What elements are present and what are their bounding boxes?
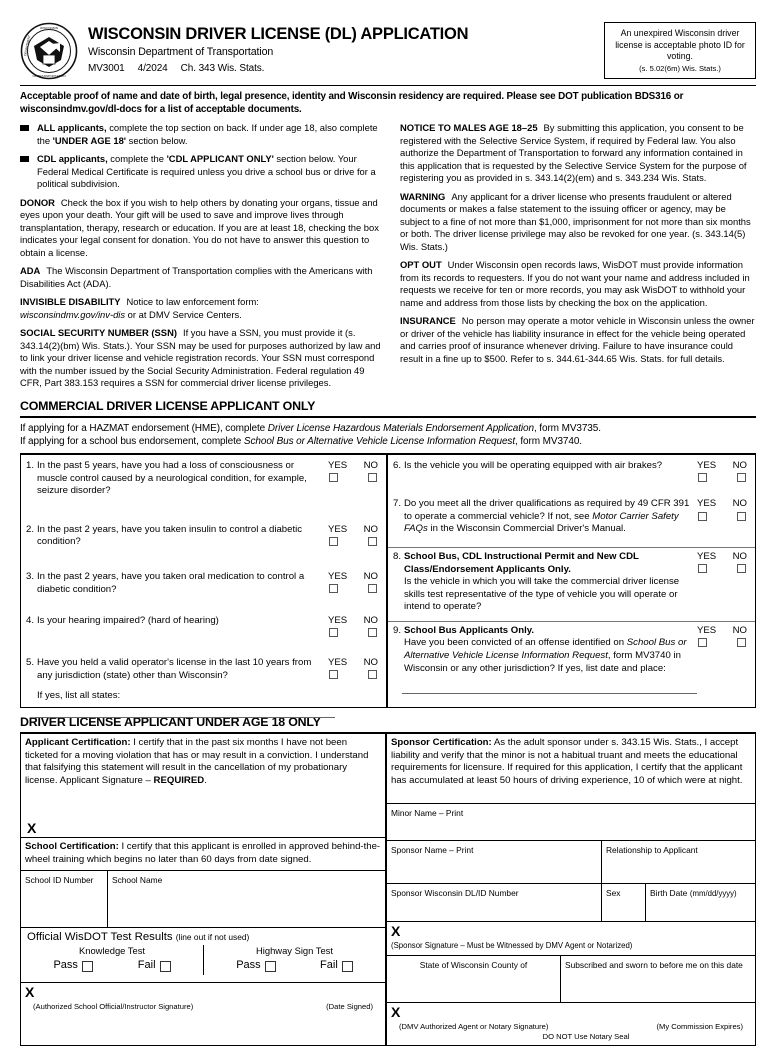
- test-results-title-row: [21, 930, 385, 944]
- birth-date-field[interactable]: [646, 884, 755, 921]
- checkbox-no[interactable]: [368, 584, 377, 593]
- birth-date-label: Birth Date: [650, 887, 688, 898]
- paragraph-warning: [400, 191, 756, 254]
- yes-label: YES: [697, 551, 717, 563]
- checkbox-sign-fail[interactable]: [342, 961, 353, 972]
- cdl-question-8: [388, 548, 755, 614]
- question-text: In the past 2 years, have you taken oral medication to control a diabetic condition?: [37, 571, 305, 595]
- bullet-text: complete the: [107, 153, 167, 165]
- applicant-certification-cell: Applicant Certification: I certify that in the past six months I have not been ticketed for a moving violation that has or may result in a conviction. I understand that falsifying this statement will result in the cancellation of my probationary license. Applicant Signature – REQUIRED. X: [21, 734, 385, 838]
- question-number: 9.: [393, 624, 402, 636]
- birth-date-format: (mm/dd/yyyy): [689, 888, 737, 898]
- pass-label: Pass: [236, 959, 261, 972]
- header-divider: [20, 85, 756, 86]
- question-number: 7.: [393, 498, 402, 510]
- question-followup: If yes, list all states:: [37, 690, 121, 702]
- form-revision: 4/2024: [137, 62, 168, 74]
- checkbox-knowledge-pass[interactable]: [82, 961, 93, 972]
- question-tail: in the Wisconsin Commercial Driver's Manual.: [427, 523, 626, 535]
- question-number: 4.: [26, 615, 35, 627]
- paragraph-lead: WARNING: [400, 190, 446, 202]
- question-text: In the past 5 years, have you had a loss of consciousness or muscle control caused by a neurological condition, for example, seizure disorder?: [37, 460, 307, 497]
- cdl-endorsement-notes: [20, 422, 756, 450]
- yes-no-group: [694, 498, 750, 536]
- section-heading-cdl: COMMERCIAL DRIVER LICENSE APPLICANT ONLY: [20, 399, 756, 418]
- yes-no-group: [325, 615, 381, 637]
- school-id-label: School ID Number: [25, 874, 94, 885]
- question-number: 6.: [393, 460, 402, 472]
- paragraph-text: If you have a SSN, you must provide it (s. 343.14(2)(bm) Wis. Stats.). Your SSN may be used for purposes authorized by law and to link your driver license and vehicle registration records. Your SSN must correspond with the number issued by the Social Security Administration. Federal regulation 49 CFR, Part 383.153 requires a SSN for commercial driver license privileges.: [20, 327, 381, 389]
- paragraph-text: No person may operate a motor vehicle in Wisconsin unless the owner or driver of the vehicle has liability insurance in effect for the vehicle being operated and carries proof of insurance whenever driving. Failure to have insurance could result in a fine up to $500. Refer to s. 344.61-344.65 Wis. Stats. for full details.: [400, 315, 755, 364]
- school-id-field[interactable]: [21, 871, 108, 927]
- bullet-square-icon: [20, 125, 29, 131]
- paragraph-lead: ADA: [20, 265, 41, 277]
- checkbox-yes[interactable]: [329, 537, 338, 546]
- yes-label: YES: [328, 571, 348, 582]
- fail-label: Fail: [137, 959, 156, 972]
- sign-pass[interactable]: [236, 959, 275, 973]
- checkbox-yes[interactable]: [329, 584, 338, 593]
- question-text: Is the vehicle you will be operating equipped with air brakes?: [404, 460, 663, 472]
- school-official-signature-x[interactable]: X: [25, 983, 35, 1000]
- paragraph-text: Check the box if you wish to help others by donating your organs, tissue and eyes upon your death. Your gift will be used to save and improve lives through transplantation, therapy, research or education. If you are at least 18, checking the box indicates your legal consent for donation. You do not have to answer this question to obtain a license.: [20, 196, 379, 258]
- checkbox-yes[interactable]: [698, 564, 707, 573]
- paragraph-lead: INVISIBLE DISABILITY: [20, 296, 121, 308]
- states-write-in-line[interactable]: [35, 717, 335, 718]
- cdl-questions-table: [20, 453, 756, 708]
- no-label: NO: [363, 571, 378, 582]
- question-text: Have you been convicted of an offense identified on: [404, 637, 627, 649]
- yes-label: YES: [697, 624, 717, 636]
- relationship-label: Relationship to Applicant: [606, 844, 698, 855]
- no-label: NO: [363, 523, 378, 535]
- sponsor-signature-cell: [387, 922, 755, 956]
- yes-no-group: [325, 571, 381, 596]
- yes-no-group: [325, 460, 381, 498]
- cdl-note-text: If applying for a school bus endorsement, complete: [20, 436, 244, 448]
- minor-name-field[interactable]: [387, 804, 755, 841]
- question-number: 8.: [393, 551, 402, 563]
- sponsor-signature-x[interactable]: X: [391, 922, 401, 939]
- paragraph-donor: [20, 197, 382, 260]
- paragraph-notice-males: [400, 122, 756, 185]
- cdl-questions-left: [21, 455, 388, 707]
- test-results-note: (line out if not used): [175, 931, 250, 942]
- relationship-field[interactable]: [602, 841, 755, 883]
- school-name-field[interactable]: [108, 871, 385, 927]
- paragraph-ssn: [20, 327, 382, 390]
- paragraph-opt-out: [400, 259, 756, 309]
- pass-label: Pass: [53, 959, 78, 972]
- checkbox-yes[interactable]: [698, 512, 707, 521]
- date-place-write-in-line[interactable]: [402, 693, 697, 694]
- minor-name-label: Minor Name – Print: [391, 807, 464, 818]
- checkbox-sign-pass[interactable]: [265, 961, 276, 972]
- question-italic: School Bus or Alternative Vehicle License Information Request: [404, 637, 687, 661]
- checkbox-yes[interactable]: [698, 473, 707, 482]
- bullet-all-applicants: [20, 122, 382, 147]
- paragraph-lead: SOCIAL SECURITY NUMBER (SSN): [20, 327, 177, 339]
- checkbox-knowledge-fail[interactable]: [160, 961, 171, 972]
- wisdot-seal-icon: [20, 22, 78, 80]
- cdl-note-schoolbus: [20, 435, 756, 449]
- question-text: Is your hearing impaired? (hard of hearing): [37, 615, 219, 627]
- checkbox-no[interactable]: [737, 512, 746, 521]
- checkbox-no[interactable]: [368, 537, 377, 546]
- bullet-lead: ALL applicants,: [37, 122, 107, 134]
- applicant-cert-required: REQUIRED: [153, 775, 205, 787]
- yes-label: YES: [697, 460, 717, 472]
- paragraph-text: By submitting this application, you consent to be registered with the Selective Service System, if required by Federal law. You also authorize the Department of Transportation to forward any information contained in this application that is requested by the Selective Service System for the purpose of registering you as provided in s. 343.14(2)(em) and s. 343.234 Wis. Stats.: [400, 122, 747, 184]
- school-info-row: [21, 871, 385, 928]
- sponsor-dl-field[interactable]: [387, 884, 602, 921]
- sponsor-dl-row: [387, 884, 755, 922]
- yes-label: YES: [328, 615, 348, 627]
- yes-no-group: [325, 657, 381, 703]
- paragraph-ada: [20, 265, 382, 290]
- page-title: WISCONSIN DRIVER LICENSE (DL) APPLICATION: [88, 25, 469, 43]
- knowledge-test-label: Knowledge Test: [78, 945, 146, 957]
- cdl-question-6: [388, 455, 755, 482]
- school-certification-cell: [21, 838, 385, 871]
- school-official-signature-cell: [21, 983, 385, 1025]
- question-text: Have you held a valid operator's license in the last 10 years from any jurisdiction (state) other than Wisconsin?: [37, 657, 312, 681]
- knowledge-test-block: [21, 945, 203, 975]
- checkbox-yes[interactable]: [329, 670, 338, 679]
- paragraph-lead: OPT OUT: [400, 259, 442, 271]
- question-italic: Motor Carrier Safety FAQs: [404, 510, 679, 535]
- cdl-note-text: If applying for a HAZMAT endorsement (HME), complete: [20, 422, 268, 434]
- question-number: 5.: [26, 657, 35, 669]
- sponsor-certification-cell: [387, 734, 755, 804]
- info-columns: [20, 122, 756, 396]
- question-text: In the past 2 years, have you taken insulin to control a diabetic condition?: [37, 523, 303, 548]
- wisdot-test-results-cell: [21, 928, 385, 983]
- commission-label: (My Commission Expires): [656, 1021, 743, 1031]
- checkbox-no[interactable]: [368, 628, 377, 637]
- form-number: MV3001: [88, 62, 125, 74]
- question-text: Is the vehicle in which you will take the commercial driver license skills test representative of the type of vehicle you will operate or intend to operate?: [404, 576, 680, 613]
- cdl-question-2: [21, 498, 386, 549]
- question-bold-heading: School Bus Applicants Only.: [404, 624, 535, 636]
- no-label: NO: [363, 615, 378, 627]
- subscribed-label: Subscribed and sworn to before me on this date: [565, 959, 743, 970]
- question-number: 2.: [26, 523, 35, 535]
- cdl-note-form-number: , form MV3740.: [515, 436, 582, 448]
- bullet-cdl-applicants: [20, 153, 382, 191]
- cdl-question-1: [21, 455, 386, 498]
- sex-field[interactable]: [602, 884, 646, 921]
- paragraph-lead: DONOR: [20, 196, 55, 208]
- school-name-label: School Name: [112, 874, 163, 885]
- cdl-question-7: [388, 482, 755, 536]
- svg-text:DEPARTMENT: DEPARTMENT: [23, 34, 32, 57]
- checkbox-yes[interactable]: [329, 473, 338, 482]
- cdl-question-9: [388, 622, 755, 675]
- svg-text:WISCONSIN: WISCONSIN: [40, 26, 58, 30]
- question-text: Do you meet all the driver qualifications as required by 49 CFR 391 to operate a commercial vehicle? If not, see: [404, 498, 690, 522]
- checkbox-no[interactable]: [737, 473, 746, 482]
- paragraph-text: Notice to law enforcement form:: [126, 296, 259, 308]
- notary-county-row: [387, 956, 755, 1003]
- bullet-square-icon: [20, 156, 29, 162]
- paragraph-lead: NOTICE TO MALES AGE 18–25: [400, 122, 538, 134]
- question-tail: , form MV3740 in Wisconsin or any other jurisdiction? If yes, list date and place:: [404, 649, 681, 674]
- no-label: NO: [732, 624, 747, 636]
- yes-no-group: [694, 460, 750, 482]
- under18-grid: [20, 734, 756, 1046]
- question-number: 1.: [26, 460, 35, 472]
- paragraph-lead: INSURANCE: [400, 315, 456, 327]
- cdl-questions-right: [388, 455, 755, 707]
- cdl-note-form-title: School Bus or Alternative Vehicle License Information Request: [243, 436, 516, 448]
- bullet-lead: CDL applicants,: [37, 153, 108, 165]
- checkbox-no[interactable]: [737, 564, 746, 573]
- intro-text: Acceptable proof of name and date of birth, legal presence, identity and Wisconsin residency are required. Please see DOT publication BDS316 or wisconsindmv.gov/dl-docs for a list of acceptable documents.: [20, 91, 684, 116]
- applicant-cert-text: I certify that in the past six months I have not been ticketed for a moving violation that has or may result in a conviction. I understand that falsifying this statement will result in the cancellation of my probationary license. Applicant Signature –: [25, 736, 369, 787]
- voting-notice-citation: (s. 5.02(6m) Wis. Stats.): [639, 63, 721, 73]
- yes-label: YES: [697, 498, 717, 510]
- county-field[interactable]: [387, 956, 561, 1002]
- bullet-emph: 'UNDER AGE 18': [52, 134, 127, 146]
- under18-right-column: [387, 734, 755, 1045]
- no-label: NO: [732, 551, 747, 563]
- question-number: 3.: [26, 571, 35, 582]
- under18-section: [20, 715, 756, 1046]
- knowledge-fail[interactable]: [138, 959, 171, 973]
- paragraph-insurance: [400, 315, 756, 365]
- sign-fail[interactable]: [320, 959, 353, 973]
- question-bold-heading: School Bus, CDL Instructional Permit and New CDL Class/Endorsement Applicants Only.: [404, 551, 639, 575]
- cdl-note-hazmat: [20, 422, 756, 436]
- highway-sign-test-block: [203, 945, 385, 975]
- form-meta: [88, 63, 604, 76]
- subscribed-date-field[interactable]: [561, 956, 755, 1002]
- sponsor-sig-label: (Sponsor Signature – Must be Witnessed by DMV Agent or Notarized): [391, 940, 633, 950]
- yes-label: YES: [328, 523, 348, 535]
- under18-left-column: [21, 734, 387, 1045]
- fail-label: Fail: [320, 959, 338, 972]
- notary-signature-x[interactable]: X: [391, 1003, 401, 1020]
- section-heading-under18: DRIVER LICENSE APPLICANT UNDER AGE 18 ONLY: [20, 715, 756, 734]
- voting-notice-text: An unexpired Wisconsin driver license is acceptable photo ID for voting.: [615, 28, 745, 62]
- school-cert-text: I certify that this applicant is enrolled in approved behind-the-wheel training which begins no later than 60 days from date signed.: [25, 840, 381, 865]
- paragraph-text: Under Wisconsin open records laws, WisDOT must provide information from its records to requesters. If you do not want your name and address included in requests we receive for ten or more records, you may ask WisDOT to withhold your name and address from those lists by checking the box on the application.: [400, 259, 750, 308]
- header-titles: [78, 20, 604, 75]
- bullet-tail: section below.: [126, 134, 188, 146]
- checkbox-no[interactable]: [368, 670, 377, 679]
- county-label: State of Wisconsin County of: [419, 959, 528, 970]
- cdl-question-4: [21, 596, 386, 637]
- no-label: NO: [363, 657, 378, 669]
- bullet-tail: section below. Your Federal Medical Certificate is required unless you drive a school bus or drive for a political subdivision.: [37, 153, 376, 190]
- sponsor-name-field[interactable]: [387, 841, 602, 883]
- school-official-sig-label: (Authorized School Official/Instructor Signature): [33, 1001, 194, 1011]
- sponsor-cert-text: As the adult sponsor under s. 343.15 Wis. Stats., I accept liability and verify that the minor is not a habitual truant and meets the educational requirements for licensure. If required for this application, I certify that the applicant has accumulated at least 50 hours of driving experience, 10 of which were at night.: [391, 736, 743, 787]
- paragraph-text: Any applicant for a driver license who presents fraudulent or altered documents or makes a false statement to the issuing officer or agency, may be subject to a fine of not more than $1,000, imprisonment for not more than six months or both. The driver license privilege may also be revoked for one year. (s. 343.14(5) Wis. Stats.): [400, 190, 751, 252]
- checkbox-yes[interactable]: [698, 638, 707, 647]
- highway-sign-test-label: Highway Sign Test: [256, 945, 333, 957]
- cdl-note-form-number: , form MV3735.: [533, 422, 601, 434]
- sponsor-name-label: Sponsor Name – Print: [391, 844, 474, 855]
- checkbox-yes[interactable]: [329, 628, 338, 637]
- applicant-cert-label: Applicant Certification:: [25, 736, 131, 748]
- checkbox-no[interactable]: [368, 473, 377, 482]
- applicant-signature-x[interactable]: X: [27, 819, 37, 836]
- no-label: NO: [363, 460, 378, 472]
- yes-label: YES: [328, 657, 348, 669]
- paragraph-text: The Wisconsin Department of Transportation complies with the Americans with Disabilities Act (ADA).: [20, 265, 373, 289]
- date-signed-label: (Date Signed): [326, 1001, 373, 1011]
- sponsor-cert-label: Sponsor Certification:: [391, 736, 492, 748]
- yes-no-group: [694, 551, 750, 614]
- knowledge-pass[interactable]: [53, 959, 92, 973]
- form-header: [20, 20, 756, 80]
- paragraph-invisible-disability: [20, 296, 382, 321]
- yes-no-group: [325, 524, 381, 549]
- sponsor-name-row: [387, 841, 755, 884]
- bullet-emph: 'CDL APPLICANT ONLY': [166, 153, 274, 165]
- yes-label: YES: [328, 460, 348, 472]
- info-column-right: [394, 122, 756, 396]
- cdl-question-3: [21, 549, 386, 596]
- no-label: NO: [732, 498, 747, 510]
- agency-name: Wisconsin Department of Transportation: [88, 46, 274, 59]
- notary-sig-label: (DMV Authorized Agent or Notary Signature): [399, 1021, 549, 1031]
- cdl-question-5: [21, 637, 386, 703]
- cdl-note-form-title: Driver License Hazardous Materials Endorsement Application: [267, 422, 534, 434]
- school-cert-label: School Certification:: [25, 840, 119, 852]
- sex-label: Sex: [606, 887, 621, 898]
- no-seal-label: DO NOT Use Notary Seal: [542, 1031, 630, 1041]
- form-statute: Ch. 343 Wis. Stats.: [180, 62, 265, 74]
- test-results-title: Official WisDOT Test Results: [27, 930, 173, 943]
- no-label: NO: [732, 460, 747, 472]
- info-column-left: [20, 122, 394, 396]
- sponsor-dl-label: Sponsor Wisconsin DL/ID Number: [391, 887, 519, 898]
- paragraph-tail: or at DMV Service Centers.: [125, 308, 242, 320]
- paragraph-italic-url: wisconsindmv.gov/inv-dis: [20, 308, 126, 320]
- yes-no-group: [694, 625, 750, 675]
- svg-text:OF TRANSPORTATION: OF TRANSPORTATION: [32, 74, 66, 78]
- voting-notice-box: [604, 22, 756, 79]
- bullet-text: complete the top section on back. If under age 18, also complete the: [37, 122, 378, 146]
- test-columns: [21, 945, 385, 975]
- checkbox-no[interactable]: [737, 638, 746, 647]
